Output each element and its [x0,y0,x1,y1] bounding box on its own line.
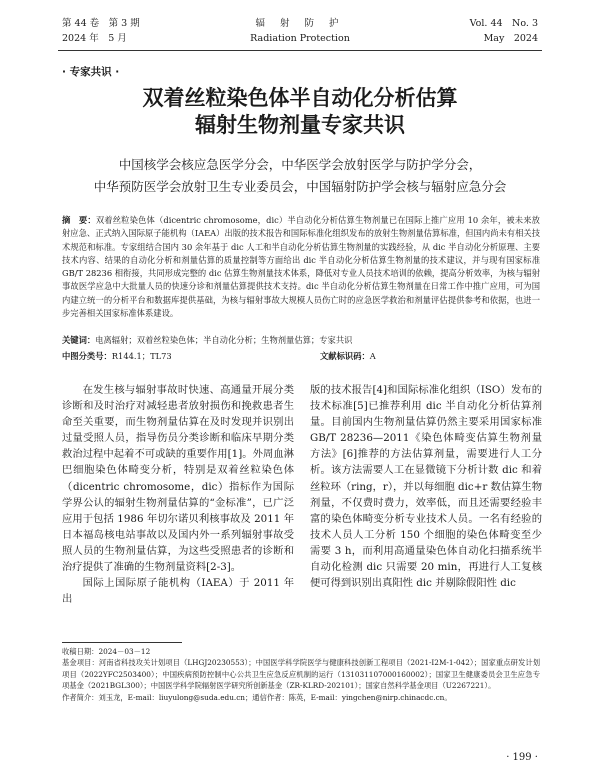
footnote-received: 收稿日期：2024－03－12 [62,647,151,656]
running-header [0,0,600,56]
date-cn: 2024 年 5 月 [62,33,127,44]
document-code-label: 文献标识码： [320,351,370,361]
body-column-left [62,382,294,607]
clc-number [62,350,172,363]
abstract [62,214,540,320]
authors-line-2: 中华预防医学会放射卫生专业委员会，中国辐射防护学会核与辐射应急分会 [93,179,507,194]
date-en: May 2024 [483,33,538,44]
column-tag: · 专家共识 · [62,66,120,78]
body-paragraph: 版的技术报告[4]和国际标准化组织（ISO）发布的技术标准[5]已推荐利用 dic 半自动化分析估算剂量。目前国内生物剂量估算仍然主要采用国家标准 GB/T 28236—2011《染色体畸变估算生物剂量方法》[6]推荐的方法估算剂量，需要进行人工分析。该方法需要人工在显微镜下分析计数 dic 和着丝粒环（ring，r），并以每细胞 dic+r 数估算生物剂量，不仅费时费力，效率低，而且还需要经验丰富的染色体畸变分析专业技术人员。一名有经验的技术人员人工分析 150 个细胞的染色体畸变至少需要 3 h，而利用高通量染色体自动化扫描系统半自动化检测 dic 只需要 20 min，再进行人工复核便可得到识别出真阳性 dic 并剔除假阳性 dic [310,384,543,590]
document-code-value: A [369,351,376,361]
footnote-rule [62,642,182,643]
keywords [62,334,540,347]
keywords-text: 电离辐射；双着丝粒染色体；半自动化分析；生物剂量估算；专家共识 [95,335,353,345]
authors-line-1: 中国核学会核应急医学分会，中华医学会放射医学与防护学分会， [118,157,482,172]
body-paragraph: 在发生核与辐射事故时快速、高通量开展分类诊断和及时治疗对减轻患者放射损伤和挽救患者生命至关重要，而生物剂量估算在及时发现并识别出过量受照人员，指导伤员分类诊断和临床早期分类救治过程中起着不可或缺的重要作用[1]。外周血淋巴细胞染色体畸变分析，特别是双着丝粒染色体（dicentric chromosome，dic）指标作为国际学界公认的辐射生物剂量估算的“金标准”，已广泛应用于包括 1986 年切尔诺贝利核事故及 2011 年日本福岛核电站事故以及国内外一系列辐射事故受照人员的生物剂量估算，为这些受照患者的诊断和治疗提供了准确的生物剂量资料[2-3]。 [62,384,294,574]
abstract-text: 双着丝粒染色体（dicentric chromosome，dic）半自动化分析估算生物剂量已在国际上推广应用 10 余年，被未来放射应急、正式纳入国际原子能机构（IAEA）出版的技术报告和国际标准化组织发布的放射生物剂量估算标准，但国内尚未有相关技术规范和标准。专家组结合国内 30 余年基于 dic 人工和半自动化分析估算生物剂量的实践经验，从 dic 半自动化分析原理、主要技术内容、结果的自动化分析和剂量估算的质量控制等方面给出 dic 半自动化分析估算生物剂量的技术建议，并与现有国家标准 GB/T 28236 相衔接，共同形成完整的 dic 估算生物剂量技术体系，降低对专业人员技术培训的依赖，提高分析效率，为核与辐射事故医学应急中大批量人员的快速分诊和剂量估算提供技术支持。dic 半自动化分析估算生物剂量在日常工作中推广应用，可为国内建立统一的分析平台和数据库提供基础，为核与辐射事故大规模人员伤亡时的应急医学救治和剂量评估提供参考和依据，也进一步完善相关国家标准体系建设。 [62,215,540,319]
journal-name-cn: 辐 射 防 护 [255,18,345,29]
keywords-label: 关键词： [62,335,96,345]
clc-value: R144.1；TL73 [111,351,172,361]
header-rule [58,50,542,51]
footnote-author: 作者简介：刘玉龙，E-mail：liuyulong@suda.edu.cn；通信作者：陈英，E-mail：yingchen@nirp.chinacdc.cn。 [62,692,452,702]
abstract-label: 摘 要： [62,215,96,225]
body-paragraph: 国际上国际原子能机构（IAEA）于 2011 年出 [62,577,294,606]
body-column-right [310,382,542,591]
article-title-line-2: 辐射生物剂量专家共识 [195,113,405,137]
document-code [320,350,376,363]
volume-en: Vol. 44 No. 3 [469,18,538,29]
article-title-line-1: 双着丝粒染色体半自动化分析估算 [142,86,458,110]
journal-name-en: Radiation Protection [250,33,350,44]
clc-label: 中图分类号： [62,351,112,361]
page-number: · 199 · [506,752,538,763]
footnote-funding: 基金项目：河南省科技攻关计划项目（LHGJ20230553）；中国医学科学院医学与健康科技创新工程项目（2021-I2M-1-042）；国家重点研发计划项目（2022YFC2503400）；中国疾病预防控制中心公共卫生应急反应机制的运行（131031107000160002）；国家卫生健康委员会卫生应急专项基金（2021BGL300）；中国医学科学院辐射医学研究所创新基金（ZR-KLRD-202101）；国家自然科学基金项目（U2267221）。 [62,658,540,691]
volume-cn: 第 44 卷 第 3 期 [62,18,140,29]
footnote [62,646,540,703]
